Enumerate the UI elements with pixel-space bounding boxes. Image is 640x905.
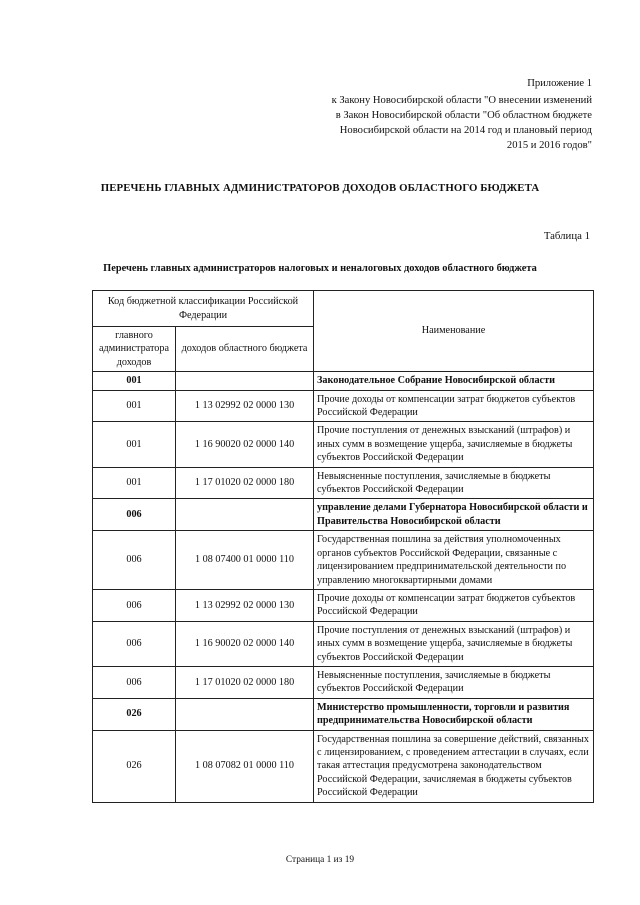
- header-name: Наименование: [314, 291, 594, 372]
- admin-code-cell: 006: [93, 666, 176, 698]
- admin-code-cell: 001: [93, 390, 176, 422]
- table-row: [93, 698, 594, 730]
- document-title: ПЕРЕЧЕНЬ ГЛАВНЫХ АДМИНИСТРАТОРОВ ДОХОДОВ ОБЛАСТНОГО БЮДЖЕТА: [100, 182, 540, 194]
- table-row: [93, 589, 594, 621]
- table-row: [93, 499, 594, 531]
- name-cell: Прочие доходы от компенсации затрат бюджетов субъектов Российской Федерации: [314, 589, 594, 621]
- admin-code-cell: 001: [93, 372, 176, 390]
- appendix-note: [272, 76, 592, 153]
- name-cell: Прочие поступления от денежных взысканий (штрафов) и иных сумм в возмещение ущерба, зачисляемые в бюджеты субъектов Российской Федерации: [314, 422, 594, 467]
- appendix-title: Приложение 1: [527, 78, 592, 89]
- page-footer: Страница 1 из 19: [285, 855, 355, 865]
- revenue-code-cell: 1 13 02992 02 0000 130: [176, 589, 314, 621]
- admin-code-cell: 026: [93, 730, 176, 802]
- administrators-table: [92, 290, 594, 803]
- table-row: [93, 422, 594, 467]
- name-cell: Невыясненные поступления, зачисляемые в бюджеты субъектов Российской Федерации: [314, 467, 594, 499]
- admin-code-cell: 006: [93, 621, 176, 666]
- revenue-code-cell: 1 17 01020 02 0000 180: [176, 467, 314, 499]
- admin-code-cell: 006: [93, 499, 176, 531]
- admin-code-cell: 026: [93, 698, 176, 730]
- table-row: [93, 390, 594, 422]
- revenue-code-cell: [176, 698, 314, 730]
- name-cell: Невыясненные поступления, зачисляемые в бюджеты субъектов Российской Федерации: [314, 666, 594, 698]
- admin-code-cell: 001: [93, 467, 176, 499]
- admin-code-cell: 006: [93, 531, 176, 590]
- table-row: [93, 666, 594, 698]
- header-budget-classification: Код бюджетной классификации Российской Федерации: [93, 291, 314, 327]
- admin-code-cell: 006: [93, 589, 176, 621]
- name-cell: управление делами Губернатора Новосибирской области и Правительства Новосибирской области: [314, 499, 594, 531]
- name-cell: Прочие доходы от компенсации затрат бюджетов субъектов Российской Федерации: [314, 390, 594, 422]
- revenue-code-cell: 1 16 90020 02 0000 140: [176, 422, 314, 467]
- appendix-line: 2015 и 2016 годов": [506, 140, 592, 151]
- revenue-code-cell: [176, 499, 314, 531]
- header-admin-code: главного администратора доходов: [93, 327, 176, 372]
- table-subtitle: Перечень главных администраторов налоговых и неналоговых доходов областного бюджета: [103, 263, 537, 274]
- header-revenue-code: доходов областного бюджета: [176, 327, 314, 372]
- name-cell: Государственная пошлина за совершение действий, связанных с лицензированием, с проведением аттестации в случаях, если такая аттестация предусмотрена законодательством Российской Федерации, зачисляемая в бюджеты субъектов Российской Федерации: [314, 730, 594, 802]
- admin-code-cell: 001: [93, 422, 176, 467]
- table-row: [93, 467, 594, 499]
- table-row: [93, 621, 594, 666]
- name-cell: Законодательное Собрание Новосибирской области: [314, 372, 594, 390]
- name-cell: Министерство промышленности, торговли и развития предпринимательства Новосибирской области: [314, 698, 594, 730]
- name-cell: Государственная пошлина за действия уполномоченных органов субъектов Российской Федерации, связанные с лицензированием предпринимательской деятельности по управлению многоквартирными домами: [314, 531, 594, 590]
- appendix-line: к Закону Новосибирской области "О внесении изменений: [331, 95, 592, 106]
- revenue-code-cell: 1 08 07400 01 0000 110: [176, 531, 314, 590]
- name-cell: Прочие поступления от денежных взысканий (штрафов) и иных сумм в возмещение ущерба, зачисляемые в бюджеты субъектов Российской Федерации: [314, 621, 594, 666]
- revenue-code-cell: [176, 372, 314, 390]
- table-row: [93, 531, 594, 590]
- table-label: Таблица 1: [543, 230, 590, 242]
- revenue-code-cell: 1 17 01020 02 0000 180: [176, 666, 314, 698]
- revenue-code-cell: 1 16 90020 02 0000 140: [176, 621, 314, 666]
- revenue-code-cell: 1 13 02992 02 0000 130: [176, 390, 314, 422]
- appendix-line: Новосибирской области на 2014 год и плановый период: [339, 125, 592, 136]
- table-row: [93, 730, 594, 802]
- revenue-code-cell: 1 08 07082 01 0000 110: [176, 730, 314, 802]
- table-row: [93, 372, 594, 390]
- appendix-line: в Закон Новосибирской области "Об областном бюджете: [335, 110, 592, 121]
